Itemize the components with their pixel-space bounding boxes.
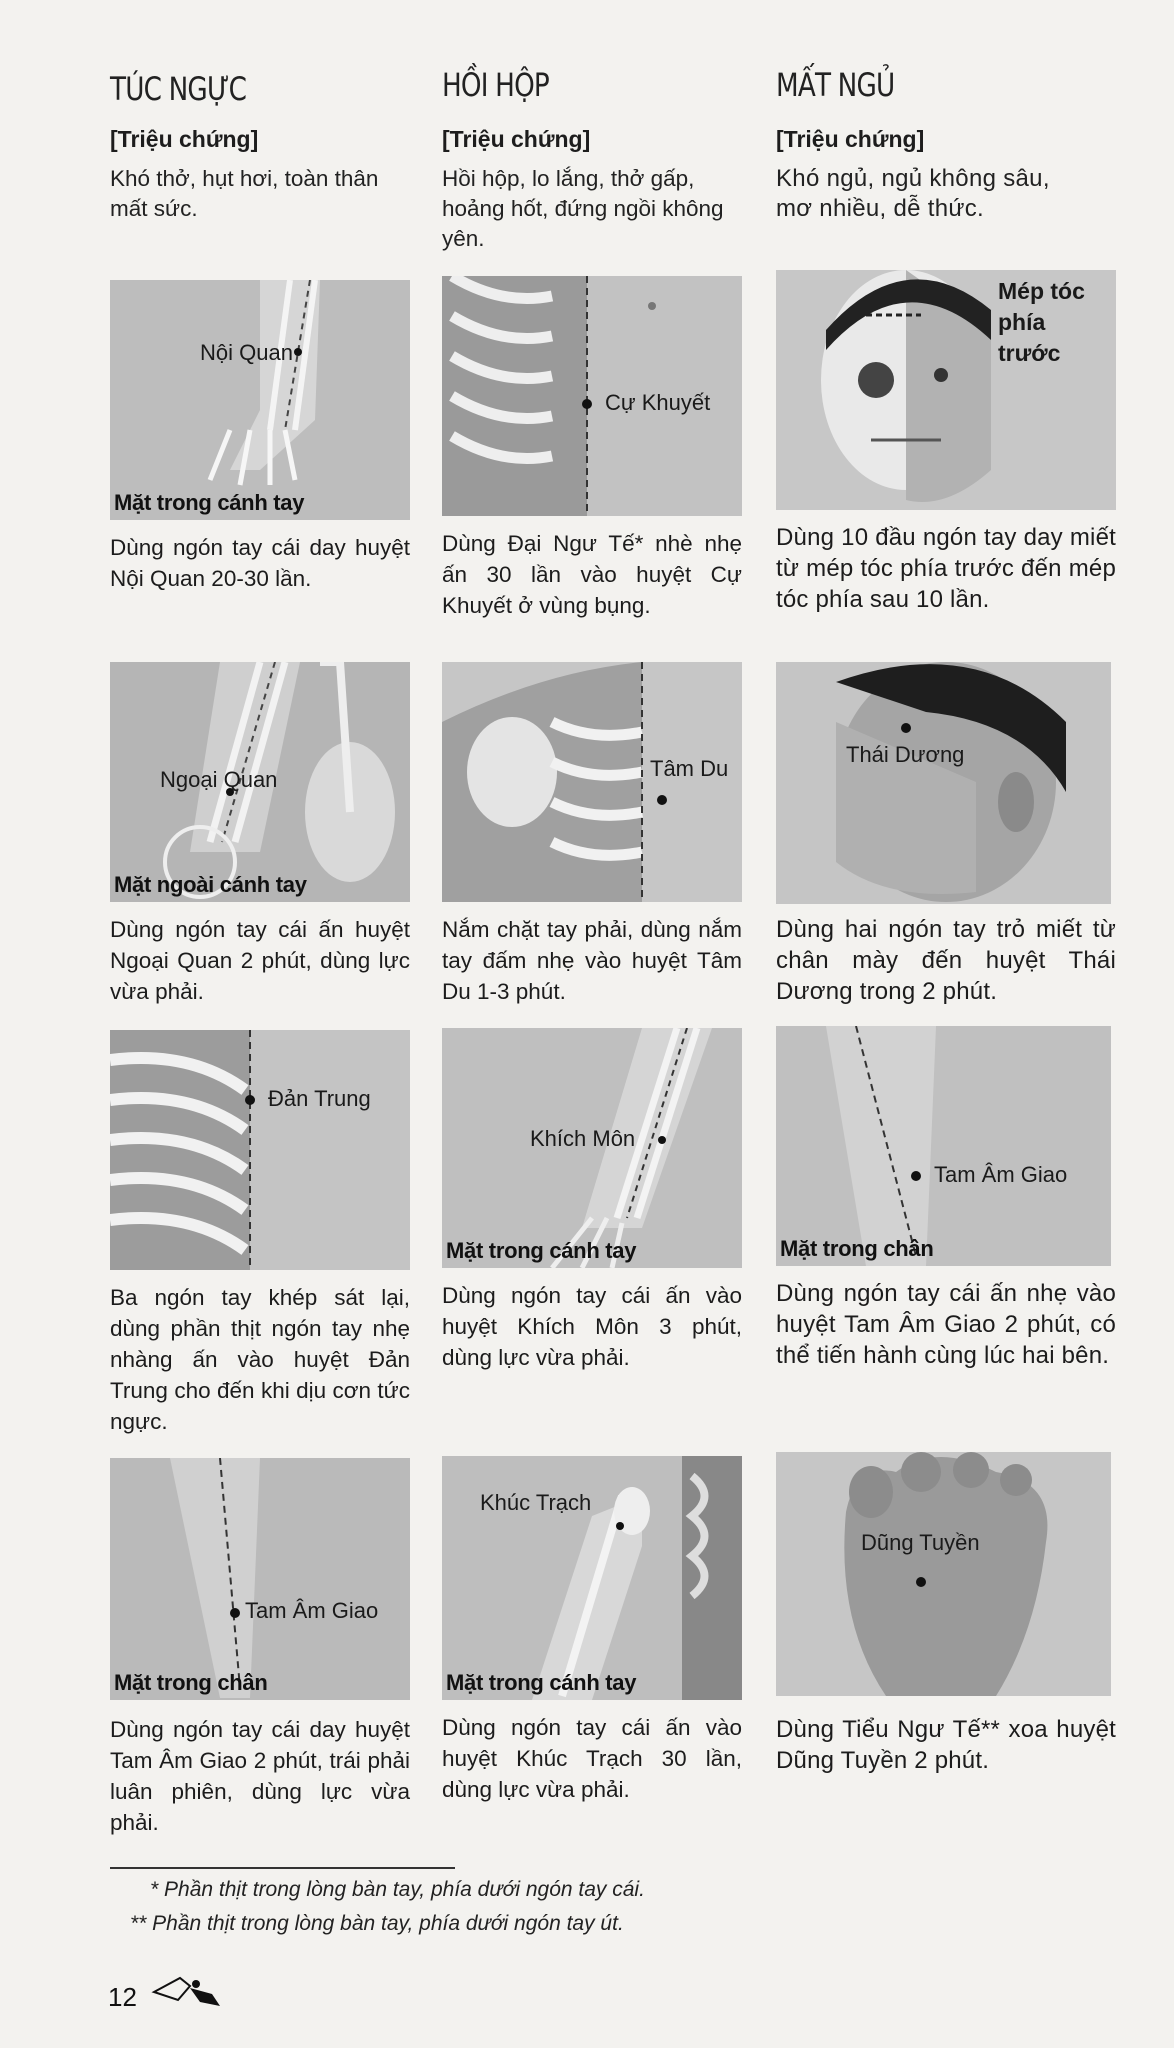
- step-caption: Dùng ngón tay cái day huyệt Tam Âm Giao 2 phút, trái phải luân phiên, dùng lực vừa phải.: [110, 1717, 410, 1835]
- symptom-label: [Triệu chứng]: [110, 126, 259, 152]
- illustration-sole: [776, 1452, 1111, 1696]
- view-label: Mặt trong cánh tay: [446, 1670, 637, 1695]
- illustration-abdomen: [442, 276, 742, 516]
- step-caption: Dùng ngón tay cái ấn vào huyệt Khúc Trạch 30 lần, dùng lực vừa phải.: [442, 1715, 742, 1802]
- view-label: Mặt trong cánh tay: [446, 1238, 637, 1263]
- inner-leg-drawing: [110, 1458, 410, 1700]
- point-label: Ngoại Quan: [160, 767, 278, 792]
- view-label: Mặt trong chân: [780, 1236, 934, 1261]
- point-label: Tam Âm Giao: [934, 1162, 1068, 1187]
- head-side-drawing: [776, 662, 1111, 904]
- symptom-label: [Triệu chứng]: [776, 126, 925, 152]
- footnote-divider: [110, 1867, 455, 1869]
- point-label: Tâm Du: [650, 756, 729, 781]
- illustration-head-side: [776, 662, 1111, 904]
- point-label: Tam Âm Giao: [245, 1598, 379, 1623]
- illustration-elbow: [442, 1456, 742, 1700]
- page-number: 12: [108, 1982, 137, 2012]
- step-caption: Dùng Đại Ngư Tế* nhè nhẹ ấn 30 lần vào huyệt Cự Khuyết ở vùng bụng.: [442, 531, 742, 618]
- step-caption: Dùng ngón tay cái ấn huyệt Ngoại Quan 2 phút, dùng lực vừa phải.: [110, 917, 410, 1004]
- illustration-inner-leg-2: [776, 1026, 1111, 1266]
- view-label: Mặt trong cánh tay: [114, 490, 305, 515]
- view-label: Mặt trong chân: [114, 1670, 268, 1695]
- step-caption: Dùng Tiểu Ngư Tế** xoa huyệt Dũng Tuyền 2 phút.: [776, 1716, 1116, 1774]
- illustration-inner-leg: [110, 1458, 410, 1700]
- point-label: Khúc Trạch: [480, 1490, 592, 1515]
- illustration-outer-forearm: [110, 662, 410, 902]
- step-caption: Dùng 10 đầu ngón tay day miết từ mép tóc phía trước đến mép tóc phía sau 10 lần.: [776, 524, 1116, 613]
- section-heading: MẤT NGỦ: [776, 66, 895, 104]
- point-label: Dũng Tuyền: [861, 1530, 980, 1555]
- view-label: Mặt ngoài cánh tay: [114, 872, 307, 897]
- inner-leg-drawing: [776, 1026, 1111, 1266]
- point-label: Mép tóc phía trước: [998, 278, 1085, 366]
- footnote-2: ** Phần thịt trong lòng bàn tay, phía dưới ngón tay út.: [130, 1912, 624, 1935]
- symptom-label: [Triệu chứng]: [442, 126, 591, 152]
- illustration-head-front: [776, 270, 1116, 510]
- back-drawing: [442, 662, 742, 902]
- step-caption: Dùng hai ngón tay trỏ miết từ chân mày đến huyệt Thái Dương trong 2 phút.: [776, 916, 1116, 1005]
- step-caption: Dùng ngón tay cái ấn nhẹ vào huyệt Tam Âm Giao 2 phút, có thể tiến hành cùng lúc hai bên.: [776, 1280, 1116, 1369]
- illustration-inner-forearm: [110, 280, 410, 520]
- ribcage-drawing: [110, 1030, 410, 1270]
- sole-drawing: [776, 1452, 1111, 1696]
- point-label: Cự Khuyết: [605, 390, 711, 415]
- step-caption: Dùng ngón tay cái day huyệt Nội Quan 20-30 lần.: [110, 535, 410, 591]
- point-label: Đản Trung: [268, 1086, 371, 1111]
- section-heading: HỒI HỘP: [442, 66, 549, 104]
- illustration-back: [442, 662, 742, 902]
- page-ornament-icon: [150, 1972, 230, 2012]
- illustration-chest: [110, 1030, 410, 1270]
- section-heading: TÚC NGỰC: [110, 70, 247, 108]
- point-label: Khích Môn: [530, 1126, 636, 1151]
- step-caption: Dùng ngón tay cái ấn vào huyệt Khích Môn 3 phút, dùng lực vừa phải.: [442, 1283, 742, 1370]
- symptom-text: Khó thở, hụt hơi, toàn thân mất sức.: [110, 166, 379, 221]
- symptom-text: Khó ngủ, ngủ không sâu, mơ nhiều, dễ thức.: [776, 165, 1050, 222]
- point-label: Nội Quan: [200, 340, 293, 365]
- point-label: Thái Dương: [846, 742, 965, 767]
- step-caption: Ba ngón tay khép sát lại, dùng phần thịt ngón tay nhẹ nhàng ấn vào huyệt Đản Trung cho đến khi dịu cơn tức ngực.: [110, 1285, 410, 1434]
- forearm-drawing: [110, 280, 410, 520]
- footnote-1: * Phần thịt trong lòng bàn tay, phía dưới ngón tay cái.: [150, 1878, 645, 1901]
- illustration-inner-forearm-2: [442, 1028, 742, 1268]
- symptom-text: Hồi hộp, lo lắng, thở gấp, hoảng hốt, đứng ngồi không yên.: [442, 166, 724, 251]
- step-caption: Nắm chặt tay phải, dùng nắm tay đấm nhẹ vào huyệt Tâm Du 1-3 phút.: [442, 917, 742, 1004]
